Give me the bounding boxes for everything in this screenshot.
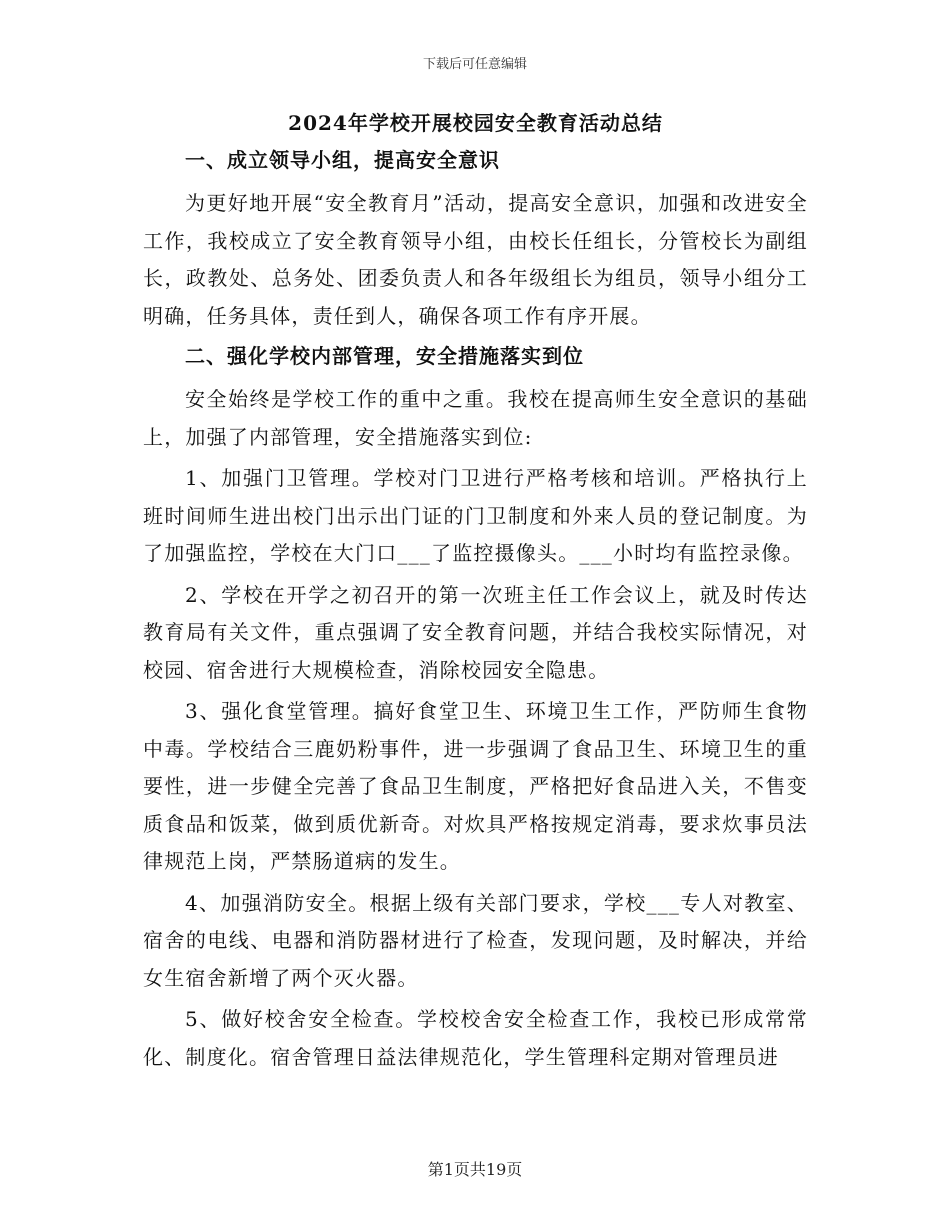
page-number: 第1页共19页 [427,1160,523,1179]
paragraph: 3、强化食堂管理。搞好食堂卫生、环境卫生工作，严防师生食物中毒。学校结合三鹿奶粉事件，进一步强调了食品卫生、环境卫生的重要性，进一步健全完善了食品卫生制度，严格把好食品进入关，不售变质食品和饭菜，做到质优新奇。对炊具严格按规定消毒，要求炊事员法律规范上岗，严禁肠道病的发生。 [143,699,808,873]
paragraph: 为更好地开展“安全教育月”活动，提高安全意识，加强和改进安全工作，我校成立了安全教育领导小组，由校长任组长，分管校长为副组长，政教处、总务处、团委负责人和各年级组长为组员，领导小组分工明确，任务具体，责任到人，确保各项工作有序开展。 [143,191,808,328]
paragraph: 2、学校在开学之初召开的第一次班主任工作会议上，就及时传达教育局有关文件，重点强调了安全教育问题，并结合我校实际情况，对校园、宿舍进行大规模检查，消除校园安全隐患。 [143,582,808,682]
section-heading-1: 一、成立领导小组，提高安全意识 [185,148,500,172]
paragraph: 1、加强门卫管理。学校对门卫进行严格考核和培训。严格执行上班时间师生进出校门出示出门证的门卫制度和外来人员的登记制度。为了加强监控，学校在大门口___了监控摄像头。___小时均有监控录像。 [143,466,808,565]
paragraph: 安全始终是学校工作的重中之重。我校在提高师生安全意识的基础上，加强了内部管理，安全措施落实到位: [143,387,808,449]
section-heading-2: 二、强化学校内部管理，安全措施落实到位 [185,344,584,368]
header-note: 下载后可任意编辑 [422,57,527,72]
document-title: 2024年学校开展校园安全教育活动总结 [288,111,663,135]
paragraph: 4、加强消防安全。根据上级有关部门要求，学校___专人对教室、宿舍的电线、电器和消防器材进行了检查，发现问题，及时解决，并给女生宿舍新增了两个灭火器。 [143,890,808,990]
document-body [143,108,808,1080]
paragraph: 5、做好校舍安全检查。学校校舍安全检查工作，我校已形成常常化、制度化。宿舍管理日益法律规范化，学生管理科定期对管理员进 [143,1007,808,1069]
